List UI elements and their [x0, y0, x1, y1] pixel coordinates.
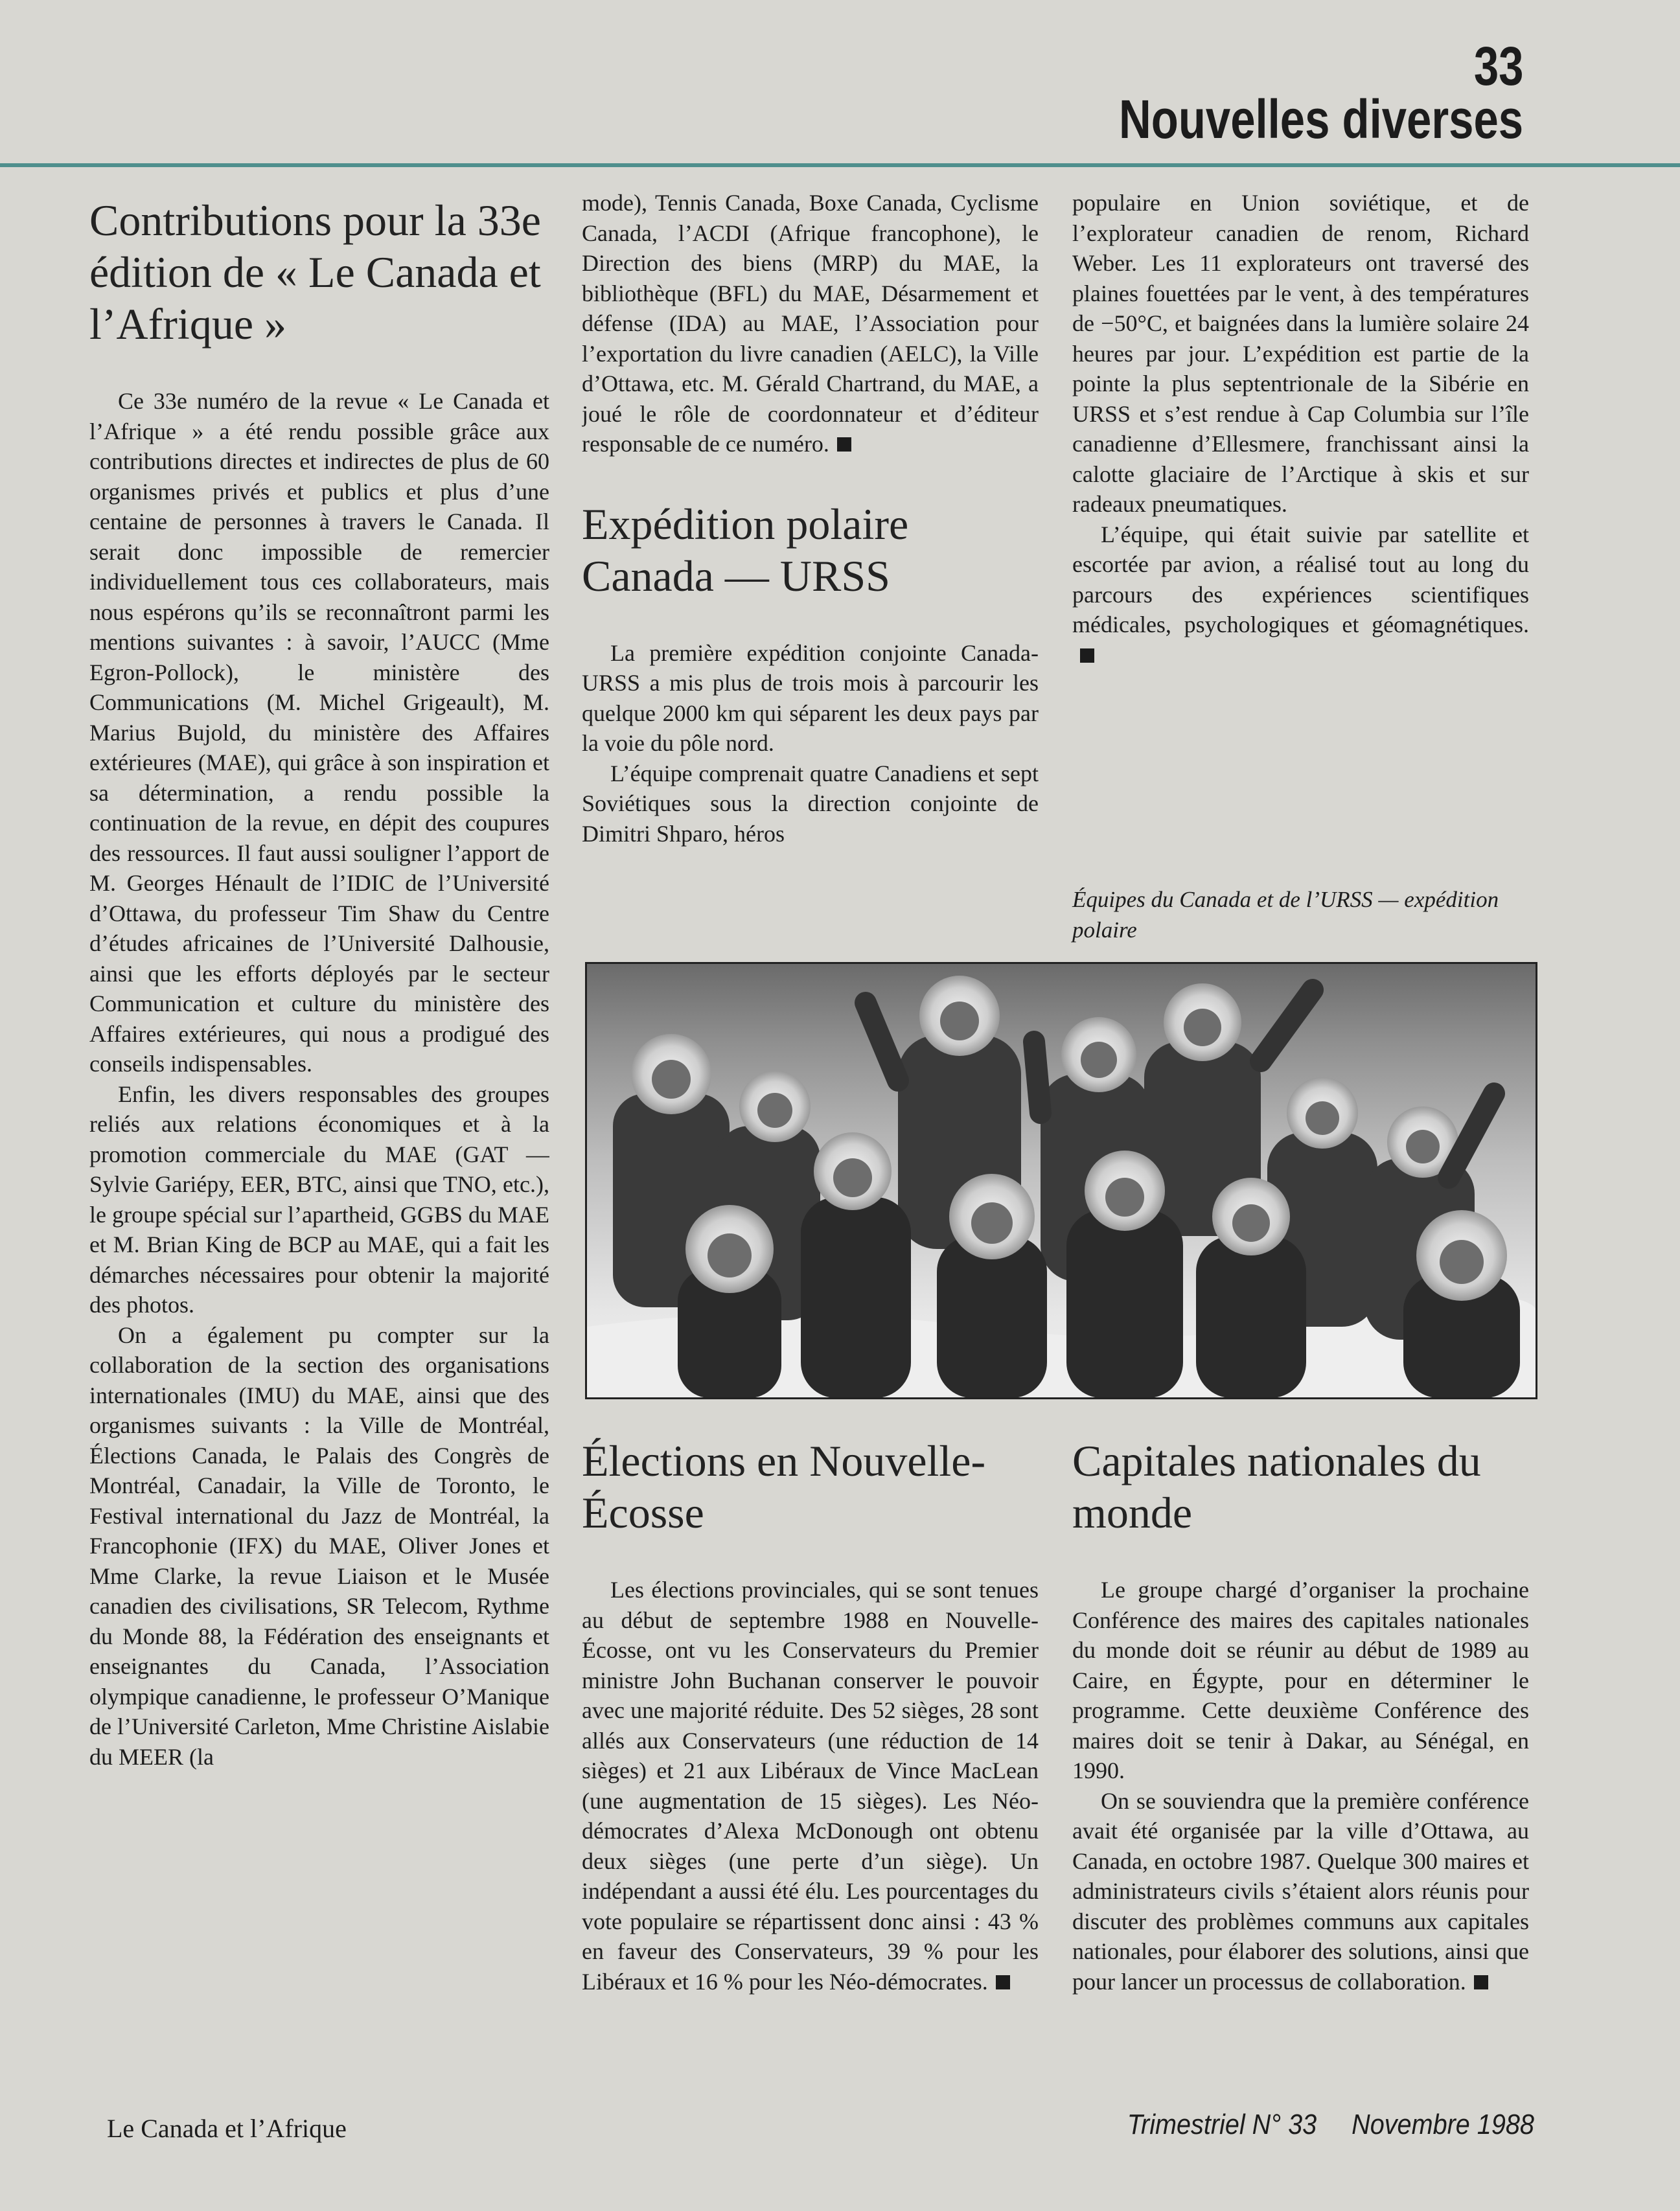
article-elections-paragraph-1: Les élections provinciales, qui se sont tenues au début de septembre 1988 en Nouvelle-Écosse, ont vu les Conservateurs du Premier ministre John Buchanan conserver le pouvoir avec une majorité réduite. Des 52 sièges, 28 sont allés aux Conservateurs (une réduction de 14 sièges) et 21 aux Libéraux de Vince MacLean (une augmentation de 15 sièges). Les Néo-démocrates d’Alexa McDonough ont obtenu deux sièges (une perte d’un siège). Un indépendant a aussi été élu. Les pourcentages du vote populaire se répartissent donc ainsi : 43 % en faveur des Conservateurs, 39 % pour les Libéraux et 16 % pour les Néo-démocrates.: [582, 1577, 1039, 1995]
photo-caption: Équipes du Canada et de l’URSS — expédition polaire: [1072, 887, 1499, 943]
article-contributions-continuation: mode), Tennis Canada, Boxe Canada, Cyclisme Canada, l’ACDI (Afrique francophone), le Direction des biens (MRP) du MAE, la bibliothèque (BFL) du MAE, Désarmement et défense (IDA) au MAE, l’Association pour l’exportation du livre canadien (AELC), la Ville d’Ottawa, etc. M. Gérald Chartrand, du MAE, a joué le rôle de coordonnateur et d’éditeur responsable de ce numéro.: [582, 190, 1039, 457]
article-expedition-title: Expédition polaire Canada — URSS: [582, 499, 909, 601]
article-capitales-paragraph-1: Le groupe chargé d’organiser la prochaine Conférence des maires des capitales nationales du monde doit se réunir au début de 1989 au Caire, en Égypte, pour en déterminer le programme. Cette deuxième Conférence des maires doit se tenir à Dakar, au Sénégal, en 1990.: [1072, 1577, 1529, 1783]
page-number: 33: [1473, 36, 1523, 97]
expedition-team-photo: [585, 962, 1537, 1399]
article-contributions-paragraph-2: Enfin, les divers responsables des groupes reliés aux relations économiques et à la promotion commerciale du MAE (GAT — Sylvie Gariépy, EER, BTC, ainsi que TNO, etc.), le groupe spécial sur l’apartheid, GGBS du MAE et M. Brian King de BCP au MAE, qui a fait les démarches nécessaires pour obtenir la majorité des photos.: [89, 1081, 549, 1318]
header-rule: [0, 163, 1680, 167]
article-contributions: [89, 194, 549, 2079]
article-expedition-paragraph-1: La première expédition conjointe Canada-URSS a mis plus de trois mois à parcourir les quelque 2000 km qui séparent les deux pays par la voie du pôle nord.: [582, 639, 1039, 756]
end-mark-icon: [837, 437, 851, 452]
article-contributions-paragraph-1: Ce 33e numéro de la revue « Le Canada et l’Afrique » a été rendu possible grâce aux contributions directes et indirectes de plus de 60 organismes privés et publics et plus d’une centaine de personnes à travers le Canada. Il serait donc impossible de remercier individuellement tous ces collaborateurs, mais nous espérons qu’ils se reconnaîtront parmi les mentions suivantes : à savoir, l’AUCC (Mme Egron-Pollock), le ministère des Communications (M. Michel Grigeault), M. Marius Bujold, du ministère des Affaires extérieures (MAE), qui grâce à son inspiration et sa détermination, a rendu possible la continuation de la revue, en dépit des coupures des ressources. Il faut aussi souligner l’apport de M. Georges Hénault de l’IDIC de l’Université d’Ottawa, du professeur Tim Shaw du Centre d’études africaines de l’Université Dalhousie, ainsi que les efforts déployés par le secteur Communication et culture du ministère des Affaires extérieures, qui nous a prodigué des conseils indispensables.: [89, 388, 549, 1077]
footer-date: Novembre 1988: [1352, 2109, 1534, 2140]
end-mark-icon: [1474, 1975, 1488, 1989]
expedition-team-illustration: [587, 964, 1536, 1397]
article-contributions-title: Contributions pour la 33e édition de « Le Canada et l’Afrique »: [89, 196, 541, 349]
article-capitales: [1072, 1435, 1529, 2073]
article-capitales-paragraph-2: On se souviendra que la première conférence avait été organisée par la ville d’Ottawa, au Canada, en octobre 1987. Quelque 300 maires et administrateurs civils s’étaient alors réunis pour discuter des problèmes communs aux capitales nationales, pour élaborer des solutions, ainsi que pour lancer un processus de collaboration.: [1072, 1787, 1529, 1995]
footer-publication: Le Canada et l’Afrique: [107, 2114, 347, 2143]
article-elections-title: Élections en Nouvelle-Écosse: [582, 1436, 986, 1537]
end-mark-icon: [996, 1975, 1010, 1989]
article-expedition-paragraph-2: L’équipe comprenait quatre Canadiens et sept Soviétiques sous la direction conjointe de Dimitri Shparo, héros: [582, 760, 1039, 847]
section-title: Nouvelles diverses: [1118, 89, 1523, 150]
footer-issue-info: [1127, 2109, 1534, 2141]
end-mark-icon: [1080, 648, 1094, 663]
article-expedition-continuation-1: populaire en Union soviétique, et de l’explorateur canadien de renom, Richard Weber. Les 11 explorateurs ont traversé des plaines fouettées par le vent, à des températures de −50°C, et baignées dans la lumière solaire 24 heures par jour. L’expédition est partie de la pointe la plus septentrionale de la Sibérie en URSS et s’est rendue à Cap Columbia sur l’île canadienne d’Ellesmere, franchissant ainsi la calotte glaciaire de l’Arctique à skis et sur radeaux pneumatiques.: [1072, 190, 1529, 517]
article-capitales-title: Capitales nationales du monde: [1072, 1436, 1481, 1537]
column-3-top: [1072, 188, 1529, 739]
article-expedition-continuation-2: L’équipe, qui était suivie par satellite et escortée par avion, a réalisé tout au long du parcours des expériences scientifiques médicales, psychologiques et géomagnétiques.: [1072, 521, 1529, 637]
column-2-top: [582, 188, 1039, 956]
article-elections: [582, 1435, 1039, 2073]
footer-issue: Trimestriel N° 33: [1127, 2109, 1317, 2140]
article-contributions-paragraph-3: On a également pu compter sur la collaboration de la section des organisations internationales (IMU) du MAE, ainsi que des organismes suivants : la Ville de Montréal, Élections Canada, le Palais des Congrès de Montréal, Canadair, la Ville de Toronto, le Festival international du Jazz de Montréal, la Francophonie (IFX) du MAE, Oliver Jones et Mme Clarke, la revue Liaison et le Musée canadien des civilisations, SR Telecom, Rythme du Monde 88, la Fédération des enseignants et enseignantes du Canada, l’Association olympique canadienne, le professeur O’Manique de l’Université Carleton, Mme Christine Aislabie du MEER (la: [89, 1322, 549, 1770]
